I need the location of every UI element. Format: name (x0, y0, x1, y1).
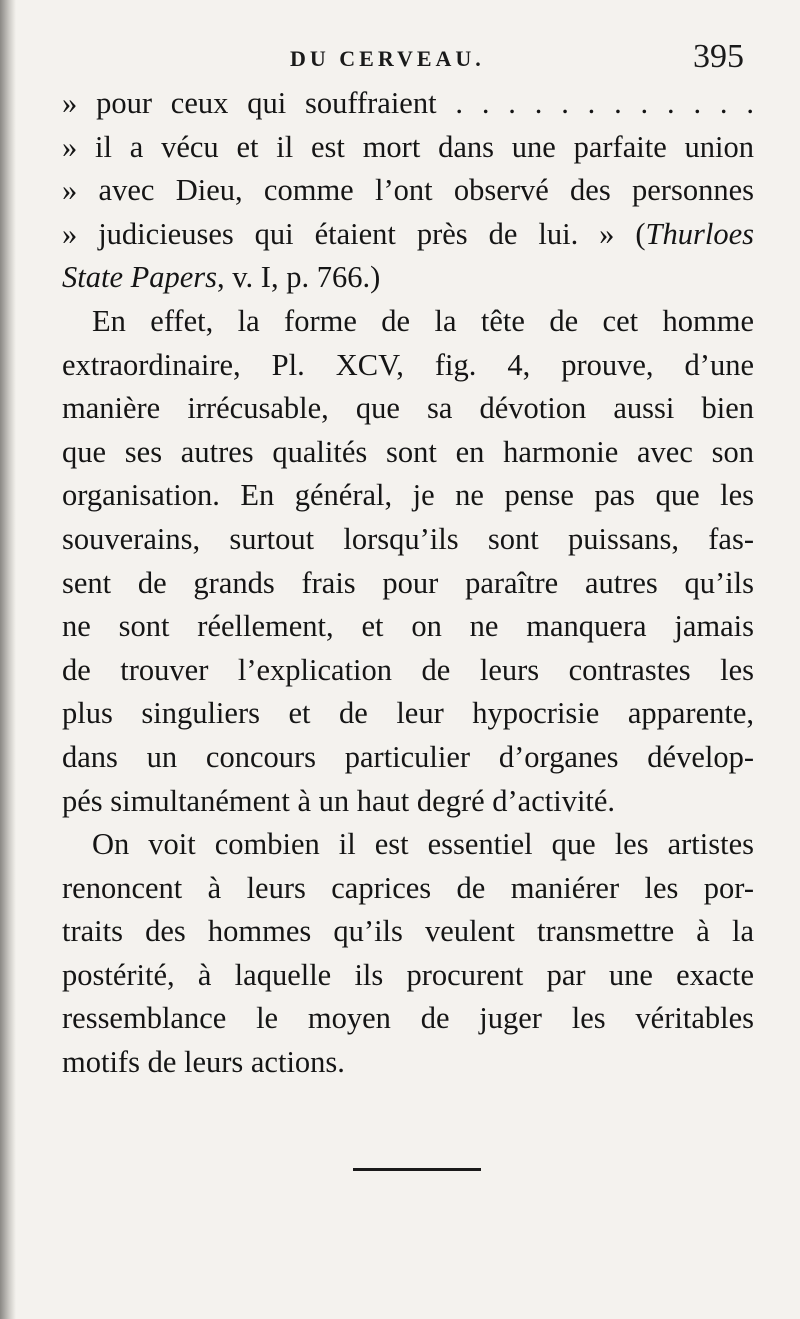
text-line: organisation. En général, je ne pense pas que les (62, 478, 754, 513)
text-line: » judicieuses qui étaient près de lui. » (Thurloes (62, 216, 754, 251)
text-line: ressemblance le moyen de juger les véritables (62, 1001, 754, 1036)
text-line: que ses autres qualités sont en harmonie avec son (62, 434, 754, 469)
paragraph-on-voit (62, 823, 754, 1085)
text-line: ne sont réellement, et on ne manquera jamais (62, 609, 754, 644)
text-line: postérité, à laquelle ils procurent par une exacte (62, 957, 754, 992)
body-text (62, 82, 754, 1085)
page-header (60, 38, 770, 88)
page-number: 395 (693, 38, 744, 75)
text-line: » pour ceux qui souffraient . . . . . . . . . . . . (62, 86, 754, 120)
text-line: renoncent à leurs caprices de maniérer les por- (62, 870, 754, 905)
text-line: de trouver l’explication de leurs contrastes les (62, 652, 754, 687)
text-line: traits des hommes qu’ils veulent transmettre à la (62, 914, 754, 949)
running-head: DU CERVEAU. (290, 46, 485, 71)
text-line: dans un concours particulier d’organes dévelop- (62, 739, 754, 774)
text-line: pés simultanément à un haut degré d’activité. (62, 783, 616, 818)
text-line: » avec Dieu, comme l’ont observé des personnes (62, 173, 754, 208)
text-line: sent de grands frais pour paraître autres qu’ils (62, 565, 754, 600)
text-line: souverains, surtout lorsqu’ils sont puissans, fas- (62, 521, 754, 556)
text-line: On voit combien il est essentiel que les artistes (92, 827, 754, 862)
text-line: State Papers, v. I, p. 766.) (62, 260, 381, 295)
text-line: extraordinaire, Pl. XCV, fig. 4, prouve, d’une (62, 347, 754, 382)
page-binding-edge (0, 0, 16, 1319)
text-line: En effet, la forme de la tête de cet homme (92, 303, 754, 338)
text-line: manière irrécusable, que sa dévotion aussi bien (62, 391, 754, 426)
text-line: plus singuliers et de leur hypocrisie apparente, (62, 696, 754, 731)
section-end-rule (353, 1168, 481, 1171)
paragraph-en-effet (62, 300, 754, 823)
paragraph-quote-continuation (62, 82, 754, 300)
text-line: motifs de leurs actions. (62, 1045, 345, 1080)
text-line: » il a vécu et il est mort dans une parfaite union (62, 129, 754, 164)
